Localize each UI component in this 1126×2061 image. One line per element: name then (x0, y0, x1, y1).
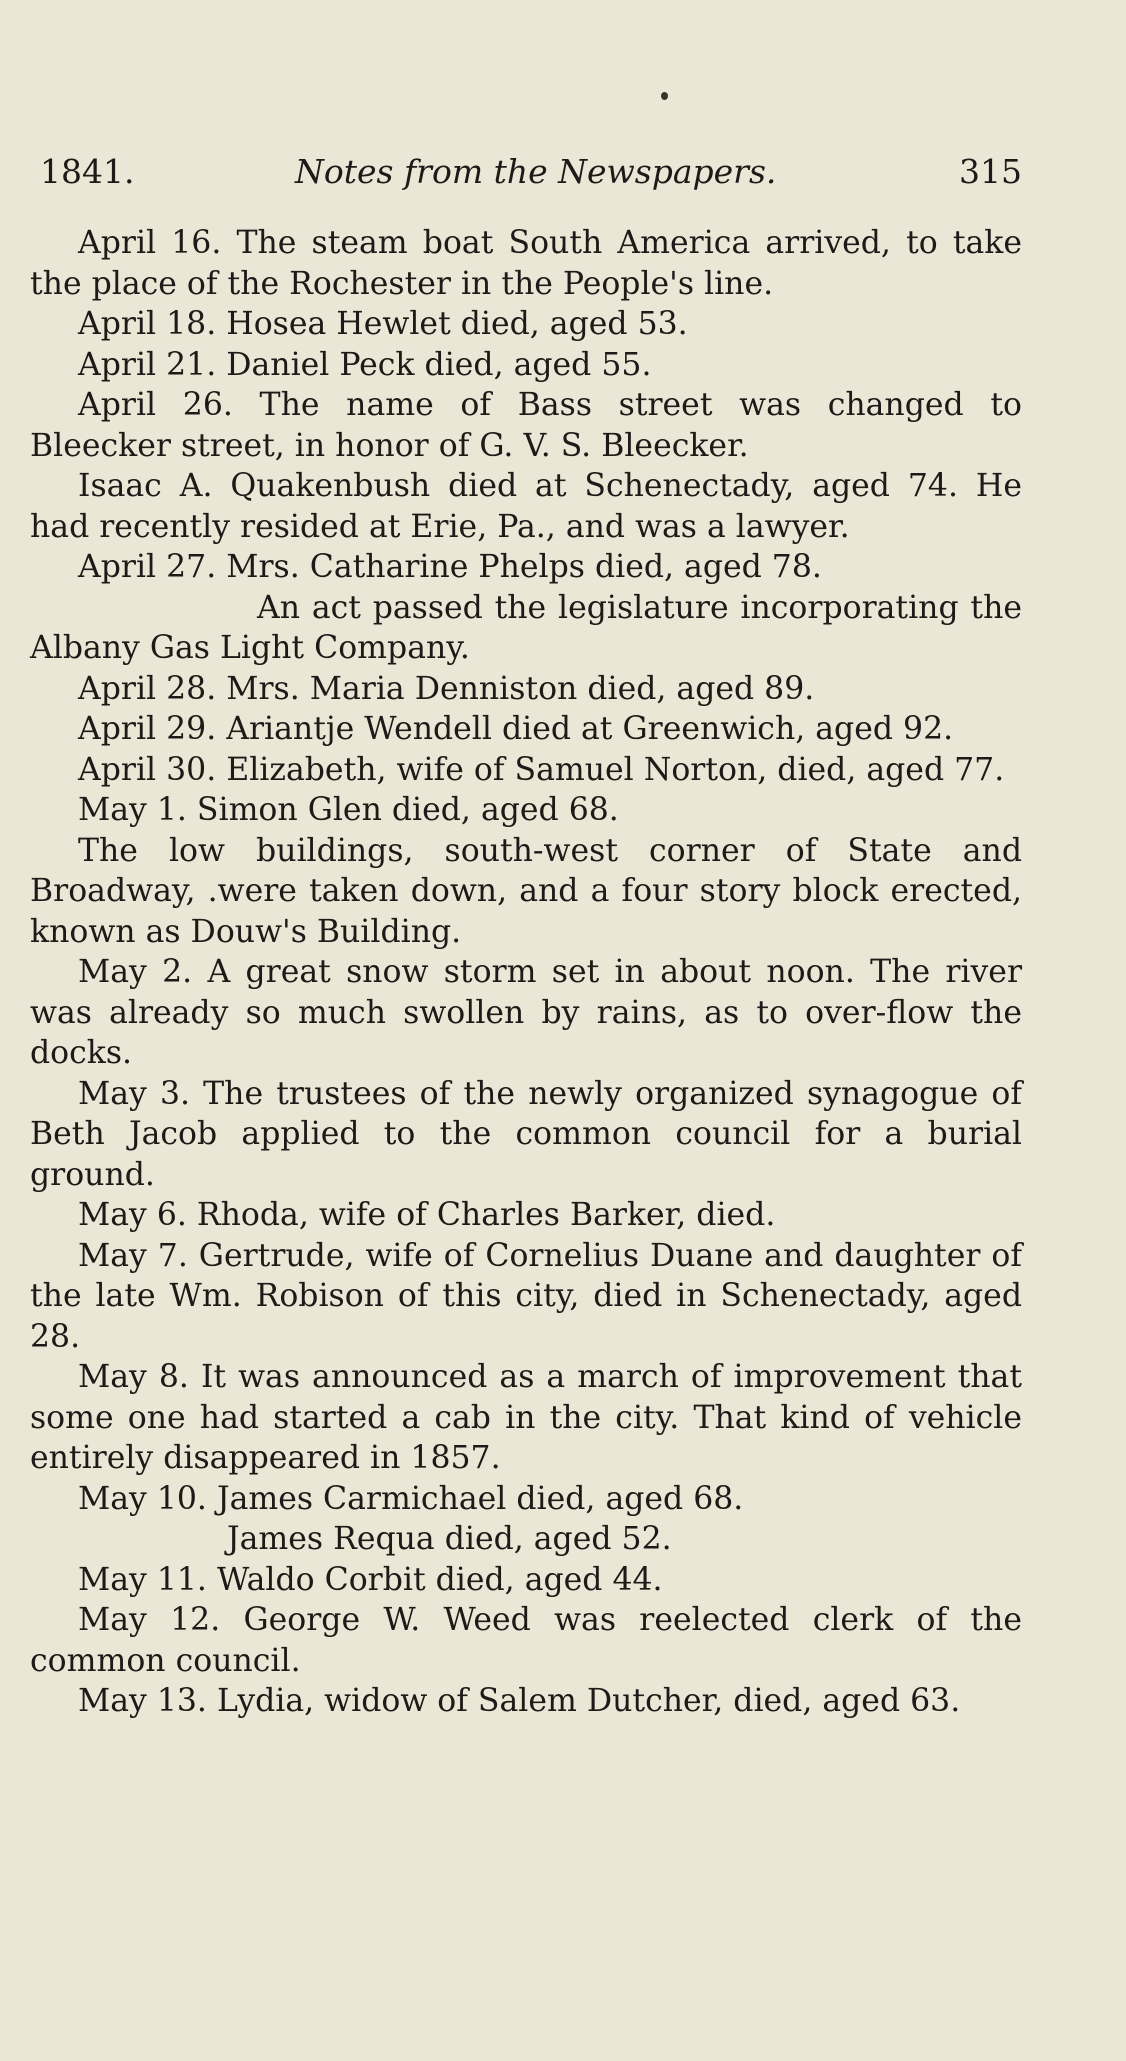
entry-may-8: May 8. It was announced as a march of improvement that some one had started a cab in the city. That kind of vehicle entirely disappeared in 1857. (30, 1359, 1022, 1476)
ink-speck (661, 92, 668, 100)
entry-april-26: April 26. The name of Bass street was changed to Bleecker street, in honor of G. V. S. Bleecker. (30, 387, 1022, 464)
entry-douw-building: The low buildings, south-west corner of State and Broadway, .were taken down, and a four story block erected, known as Douw's Building. (30, 832, 1022, 950)
entry-april-28: April 28. Mrs. Maria Denniston died, aged 89. (78, 670, 815, 707)
entry-quakenbush: Isaac A. Quakenbush died at Schenectady, aged 74. He had recently resided at Erie, Pa., and was a lawyer. (30, 468, 1022, 545)
header-year: 1841. (40, 152, 135, 191)
entry-may-10: May 10. James Carmichael died, aged 68. (78, 1480, 744, 1517)
entry-april-27: April 27. Mrs. Catharine Phelps died, aged 78. (78, 549, 822, 585)
entry-may-12: May 12. George W. Weed was reelected clerk of the common council. (30, 1602, 1022, 1679)
running-header (40, 150, 1022, 194)
entry-april-30: April 30. Elizabeth, wife of Samuel Norton, died, aged 77. (78, 751, 1005, 788)
header-title: Notes from the Newspapers. (295, 152, 777, 191)
entry-may-6: May 6. Rhoda, wife of Charles Barker, died. (78, 1197, 776, 1233)
entry-april-16: April 16. The steam boat South America arrived, to take the place of the Rochester in the People's line. (30, 225, 1022, 302)
newspaper-notes (30, 223, 1022, 1722)
entry-may-2: May 2. A great snow storm set in about noon. The river was already so much swollen by rains, as to over-flow the docks. (30, 954, 1022, 1071)
entry-may-3: May 3. The trustees of the newly organized synagogue of Beth Jacob applied to the common council for a burial ground. (30, 1075, 1022, 1193)
entry-april-18: April 18. Hosea Hewlet died, aged 53. (78, 306, 688, 342)
page-number: 315 (959, 152, 1022, 191)
entry-april-29: April 29. Ariantje Wendell died at Greenwich, aged 92. (78, 711, 954, 747)
entry-may-1: May 1. Simon Glen died, aged 68. (78, 792, 619, 828)
entry-may-13: May 13. Lydia, widow of Salem Dutcher, died, aged 63. (78, 1683, 961, 1719)
entry-gas-light-act: An act passed the legislature incorporating the Albany Gas Light Company. (30, 589, 1022, 666)
entry-may-7: May 7. Gertrude, wife of Cornelius Duane and daughter of the late Wm. Robison of this city, died in Schenectady, aged 28. (30, 1237, 1022, 1355)
entry-requa: James Requa died, aged 52. (227, 1521, 672, 1557)
entry-may-11: May 11. Waldo Corbit died, aged 44. (78, 1561, 663, 1598)
entry-april-21: April 21. Daniel Peck died, aged 55. (78, 346, 652, 383)
